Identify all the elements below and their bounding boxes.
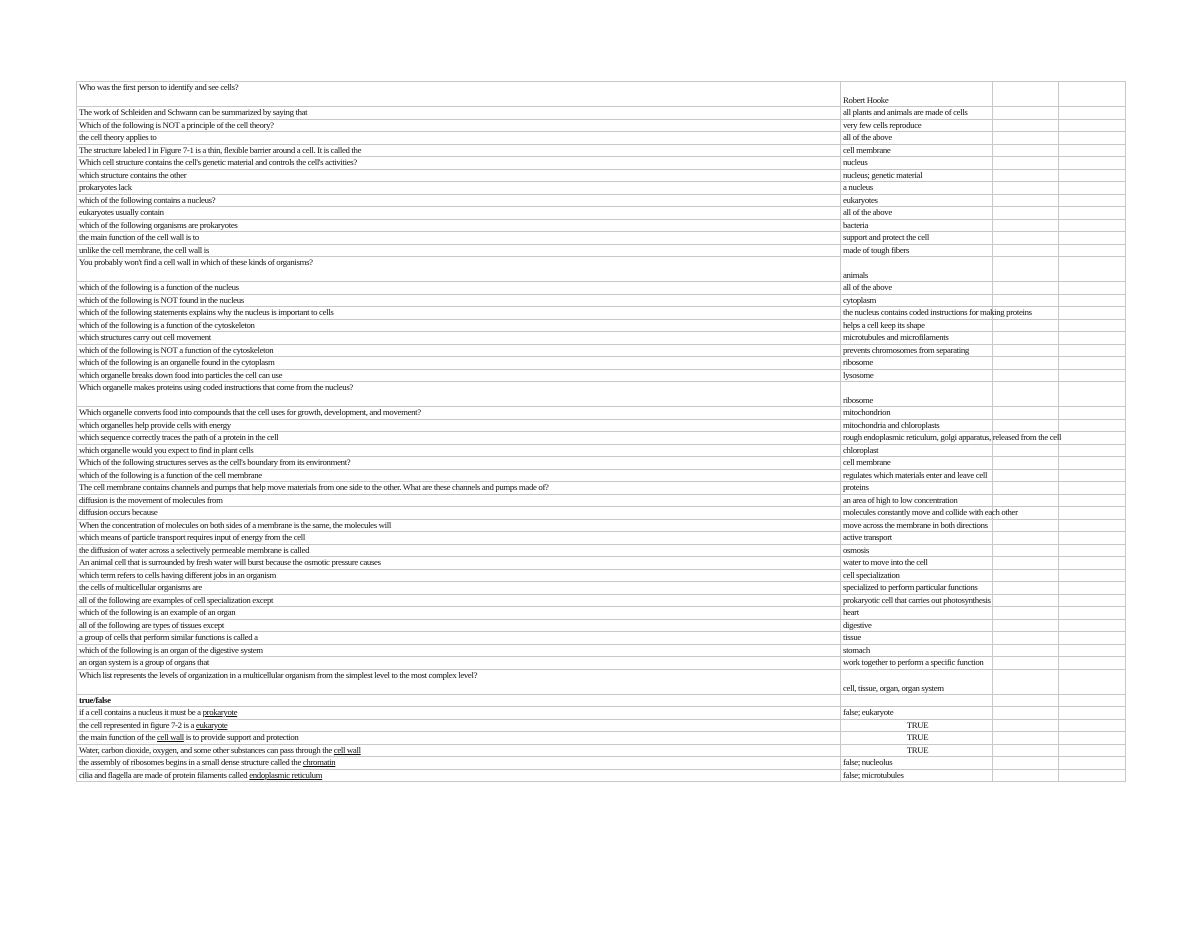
question-row	[77, 407, 1126, 420]
question-row	[77, 607, 1126, 620]
tf-statement-text: Water, carbon dioxide, oxygen, and some other substances can pass through the	[79, 744, 334, 755]
empty-cell[interactable]	[993, 194, 1059, 207]
answer-cell[interactable]: all of the above	[841, 132, 993, 145]
answer-cell[interactable]: all of the above	[841, 282, 993, 295]
empty-cell[interactable]	[1059, 294, 1126, 307]
tf-row	[77, 719, 1126, 732]
empty-cell[interactable]	[1059, 232, 1126, 245]
empty-cell[interactable]	[1059, 769, 1126, 782]
empty-cell[interactable]	[993, 469, 1059, 482]
question-cell[interactable]: unlike the cell membrane, the cell wall is	[77, 244, 841, 257]
empty-cell[interactable]	[1059, 332, 1126, 345]
empty-cell[interactable]	[1059, 494, 1126, 507]
empty-cell[interactable]	[993, 257, 1059, 282]
question-cell[interactable]: Which of the following is NOT a principle of the cell theory?	[77, 119, 841, 132]
answer-cell[interactable]: support and protect the cell	[841, 232, 993, 245]
empty-cell[interactable]	[1059, 544, 1126, 557]
tf-row	[77, 744, 1126, 757]
question-cell[interactable]: which structure contains the other	[77, 169, 841, 182]
answer-cell[interactable]: cell, tissue, organ, organ system	[841, 669, 993, 694]
tf-true-cell[interactable]: TRUE	[841, 744, 993, 757]
answer-cell[interactable]: cell specialization	[841, 569, 993, 582]
question-row	[77, 169, 1126, 182]
tf-answer-cell[interactable]: false; nucleolus	[841, 757, 993, 770]
empty-cell[interactable]	[993, 557, 1059, 570]
question-row	[77, 457, 1126, 470]
empty-cell[interactable]	[993, 744, 1059, 757]
question-cell[interactable]: which of the following is a function of the nucleus	[77, 282, 841, 295]
question-row	[77, 582, 1126, 595]
empty-cell[interactable]	[993, 732, 1059, 745]
empty-cell[interactable]	[993, 644, 1059, 657]
tf-statement-text: the assembly of ribosomes begins in a small dense structure called the	[79, 757, 303, 767]
tf-body	[77, 707, 1126, 782]
empty-cell[interactable]	[1059, 719, 1126, 732]
empty-cell[interactable]	[993, 419, 1059, 432]
question-row	[77, 82, 1126, 107]
empty-cell[interactable]	[993, 282, 1059, 295]
empty-cell[interactable]	[993, 357, 1059, 370]
empty-cell[interactable]	[993, 532, 1059, 545]
question-row	[77, 319, 1126, 332]
empty-cell[interactable]	[1059, 457, 1126, 470]
question-cell[interactable]: which of the following is NOT found in the nucleus	[77, 294, 841, 307]
answer-cell[interactable]: osmosis	[841, 544, 993, 557]
tf-statement-cell[interactable]	[77, 757, 841, 770]
tf-answer-cell[interactable]: false; eukaryote	[841, 707, 993, 720]
tf-header-row	[77, 694, 1126, 707]
empty-cell[interactable]	[1059, 732, 1126, 745]
answer-cell[interactable]: Robert Hooke	[841, 82, 993, 107]
answer-cell[interactable]: prevents chromosomes from separating	[841, 344, 993, 357]
question-row	[77, 507, 1126, 520]
empty-cell[interactable]	[993, 407, 1059, 420]
empty-cell[interactable]	[1059, 557, 1126, 570]
question-cell[interactable]: the cells of multicellular organisms are	[77, 582, 841, 595]
empty-cell[interactable]	[1059, 644, 1126, 657]
answer-cell[interactable]: cytoplasm	[841, 294, 993, 307]
question-row	[77, 132, 1126, 145]
empty-cell[interactable]	[993, 319, 1059, 332]
empty-cell[interactable]	[993, 457, 1059, 470]
question-row	[77, 619, 1126, 632]
answer-cell[interactable]: move across the membrane in both directions	[841, 519, 993, 532]
answer-cell[interactable]: heart	[841, 607, 993, 620]
answer-cell[interactable]: work together to perform a specific function	[841, 657, 993, 670]
empty-cell[interactable]	[1059, 507, 1126, 520]
tf-statement-text: is to provide support and protection	[183, 732, 299, 742]
question-cell[interactable]: the diffusion of water across a selectively permeable membrane is called	[77, 544, 841, 557]
answer-cell[interactable]: the nucleus contains coded instructions for making proteins	[841, 307, 993, 320]
tf-statement-text: the cell represented in figure 7-2 is a	[79, 719, 196, 730]
question-row	[77, 219, 1126, 232]
answer-cell[interactable]: lysosome	[841, 369, 993, 382]
empty-cell[interactable]	[993, 594, 1059, 607]
answer-cell[interactable]: regulates which materials enter and leave cell	[841, 469, 993, 482]
tf-statement-cell[interactable]	[77, 744, 841, 757]
empty-cell[interactable]	[1059, 307, 1126, 320]
question-cell[interactable]: which of the following organisms are prokaryotes	[77, 219, 841, 232]
question-row	[77, 307, 1126, 320]
empty-cell[interactable]	[993, 294, 1059, 307]
empty-cell[interactable]	[993, 144, 1059, 157]
empty-cell[interactable]	[1059, 382, 1126, 407]
empty-cell[interactable]	[993, 444, 1059, 457]
question-cell[interactable]: When the concentration of molecules on both sides of a membrane is the same, the molecules will	[77, 519, 841, 532]
empty-cell[interactable]	[993, 332, 1059, 345]
question-cell[interactable]: Which cell structure contains the cell's genetic material and controls the cell's activities?	[77, 157, 841, 170]
tf-statement-cell[interactable]	[77, 719, 841, 732]
question-cell[interactable]: which sequence correctly traces the path of a protein in the cell	[77, 432, 841, 445]
answer-cell[interactable]: mitochondrion	[841, 407, 993, 420]
question-cell[interactable]: which organelle breaks down food into particles the cell can use	[77, 369, 841, 382]
empty-cell[interactable]	[993, 207, 1059, 220]
empty-cell[interactable]	[993, 232, 1059, 245]
answer-cell[interactable]: stomach	[841, 644, 993, 657]
answer-cell[interactable]: chloroplast	[841, 444, 993, 457]
empty-cell[interactable]	[1059, 132, 1126, 145]
empty-cell[interactable]	[1059, 757, 1126, 770]
question-row	[77, 357, 1126, 370]
true-false-section	[77, 694, 1126, 707]
empty-cell[interactable]	[993, 244, 1059, 257]
answer-cell[interactable]: proteins	[841, 482, 993, 495]
empty-cell[interactable]	[993, 519, 1059, 532]
answer-cell[interactable]: helps a cell keep its shape	[841, 319, 993, 332]
question-cell[interactable]: all of the following are types of tissues except	[77, 619, 841, 632]
question-cell[interactable]: prokaryotes lack	[77, 182, 841, 195]
answer-cell[interactable]: cell membrane	[841, 144, 993, 157]
question-cell[interactable]: Which of the following structures serves as the cell's boundary from its environment?	[77, 457, 841, 470]
empty-cell[interactable]	[993, 632, 1059, 645]
empty-cell[interactable]	[1059, 369, 1126, 382]
question-row	[77, 444, 1126, 457]
answer-cell[interactable]: active transport	[841, 532, 993, 545]
empty-cell[interactable]	[1059, 194, 1126, 207]
empty-cell[interactable]	[1059, 632, 1126, 645]
empty-cell[interactable]	[1059, 82, 1126, 107]
empty-cell[interactable]	[993, 344, 1059, 357]
tf-statement-text: the main function of the	[79, 732, 157, 742]
tf-statement-text: if a cell contains a nucleus it must be a	[79, 707, 203, 717]
question-row	[77, 344, 1126, 357]
empty-cell[interactable]	[1059, 569, 1126, 582]
tf-true-cell[interactable]: TRUE	[841, 732, 993, 745]
question-row	[77, 632, 1126, 645]
answer-cell[interactable]: made of tough fibers	[841, 244, 993, 257]
empty-cell[interactable]	[993, 569, 1059, 582]
question-cell[interactable]: An animal cell that is surrounded by fresh water will burst because the osmotic pressure causes	[77, 557, 841, 570]
question-row	[77, 282, 1126, 295]
question-row	[77, 369, 1126, 382]
tf-row	[77, 757, 1126, 770]
empty-cell[interactable]	[993, 669, 1059, 694]
empty-cell[interactable]	[1059, 657, 1126, 670]
tf-underlined-term: cell wall	[156, 732, 184, 742]
question-cell[interactable]: diffusion occurs because	[77, 507, 841, 520]
empty-cell[interactable]	[993, 132, 1059, 145]
empty-cell[interactable]	[1059, 532, 1126, 545]
tf-statement-text: cilia and flagella are made of protein filaments called	[79, 769, 250, 780]
empty-cell[interactable]	[993, 382, 1059, 407]
empty-cell[interactable]	[1059, 219, 1126, 232]
answer-cell[interactable]: animals	[841, 257, 993, 282]
question-row	[77, 232, 1126, 245]
empty-cell[interactable]	[1059, 282, 1126, 295]
question-row	[77, 332, 1126, 345]
question-cell[interactable]: You probably won't find a cell wall in which of these kinds of organisms?	[77, 257, 841, 282]
question-cell[interactable]: which structures carry out cell movement	[77, 332, 841, 345]
empty-cell[interactable]	[993, 107, 1059, 120]
empty-cell[interactable]	[1059, 344, 1126, 357]
question-cell[interactable]: Which organelle converts food into compounds that the cell uses for growth, development, and movement?	[77, 407, 841, 420]
answer-cell[interactable]: an area of high to low concentration	[841, 494, 993, 507]
question-row	[77, 532, 1126, 545]
questions-body	[77, 82, 1126, 695]
empty-cell[interactable]	[993, 482, 1059, 495]
empty-cell[interactable]	[1059, 357, 1126, 370]
empty-cell[interactable]	[993, 494, 1059, 507]
question-row	[77, 419, 1126, 432]
question-row	[77, 257, 1126, 282]
answer-cell[interactable]: mitochondria and chloroplasts	[841, 419, 993, 432]
answer-cell[interactable]: molecules constantly move and collide with each other	[841, 507, 993, 520]
tf-true-cell[interactable]: TRUE	[841, 719, 993, 732]
empty-cell[interactable]	[1059, 157, 1126, 170]
empty-cell[interactable]	[1059, 707, 1126, 720]
empty-cell[interactable]	[993, 82, 1059, 107]
empty-cell[interactable]	[993, 369, 1059, 382]
empty-cell[interactable]	[1059, 482, 1126, 495]
empty-cell[interactable]	[1059, 182, 1126, 195]
question-cell[interactable]: The work of Schleiden and Schwann can be summarized by saying that	[77, 107, 841, 120]
tf-statement-cell[interactable]	[77, 769, 841, 782]
empty-cell[interactable]	[993, 619, 1059, 632]
question-row	[77, 182, 1126, 195]
tf-row	[77, 732, 1126, 745]
answer-cell[interactable]: ribosome	[841, 382, 993, 407]
empty-cell[interactable]	[1059, 119, 1126, 132]
question-row	[77, 194, 1126, 207]
question-cell[interactable]: which of the following is NOT a function of the cytoskeleton	[77, 344, 841, 357]
empty-cell[interactable]	[1059, 144, 1126, 157]
empty-cell[interactable]	[993, 607, 1059, 620]
empty-cell[interactable]	[993, 219, 1059, 232]
question-cell[interactable]: which term refers to cells having different jobs in an organism	[77, 569, 841, 582]
question-row	[77, 244, 1126, 257]
empty-cell[interactable]	[1059, 419, 1126, 432]
cell[interactable]	[993, 694, 1059, 707]
question-cell[interactable]: which of the following is an organelle found in the cytoplasm	[77, 357, 841, 370]
question-row	[77, 144, 1126, 157]
empty-cell[interactable]	[993, 707, 1059, 720]
question-cell[interactable]: which of the following is a function of the cell membrane	[77, 469, 841, 482]
empty-cell[interactable]	[993, 657, 1059, 670]
tf-row	[77, 707, 1126, 720]
cell[interactable]	[1059, 694, 1126, 707]
question-cell[interactable]: Which organelle makes proteins using coded instructions that come from the nucleus?	[77, 382, 841, 407]
question-cell[interactable]: Which list represents the levels of organization in a multicellular organism from the simplest level to the most complex level?	[77, 669, 841, 694]
question-cell[interactable]: the cell theory applies to	[77, 132, 841, 145]
question-cell[interactable]: diffusion is the movement of molecules from	[77, 494, 841, 507]
question-row	[77, 657, 1126, 670]
empty-cell[interactable]	[1059, 594, 1126, 607]
tf-underlined-term: eukaryote	[195, 719, 228, 730]
question-cell[interactable]: Who was the first person to identify and see cells?	[77, 82, 841, 107]
question-cell[interactable]: the main function of the cell wall is to	[77, 232, 841, 245]
empty-cell[interactable]	[1059, 169, 1126, 182]
question-cell[interactable]: which of the following is an example of an organ	[77, 607, 841, 620]
question-cell[interactable]: The cell membrane contains channels and pumps that help move materials from one side to the other. What are these channels and pumps made of?	[77, 482, 841, 495]
empty-cell[interactable]	[993, 157, 1059, 170]
empty-cell[interactable]	[993, 719, 1059, 732]
empty-cell[interactable]	[1059, 444, 1126, 457]
empty-cell[interactable]	[1059, 244, 1126, 257]
question-cell[interactable]: which organelles help provide cells with energy	[77, 419, 841, 432]
tf-underlined-term: cell wall	[333, 744, 361, 755]
cell[interactable]	[841, 694, 993, 707]
question-row	[77, 207, 1126, 220]
answer-cell[interactable]: microtubules and microfilaments	[841, 332, 993, 345]
answer-cell[interactable]: nucleus	[841, 157, 993, 170]
answer-cell[interactable]: all plants and animals are made of cells	[841, 107, 993, 120]
tf-underlined-term: prokaryote	[202, 707, 238, 717]
question-row	[77, 569, 1126, 582]
answer-cell[interactable]: prokaryotic cell that carries out photosynthesis	[841, 594, 993, 607]
answer-cell[interactable]: a nucleus	[841, 182, 993, 195]
spreadsheet	[76, 81, 1125, 782]
question-cell[interactable]: which organelle would you expect to find in plant cells	[77, 444, 841, 457]
empty-cell[interactable]	[1059, 744, 1126, 757]
empty-cell[interactable]	[1059, 107, 1126, 120]
empty-cell[interactable]	[993, 757, 1059, 770]
empty-cell[interactable]	[1059, 669, 1126, 694]
empty-cell[interactable]	[993, 119, 1059, 132]
tf-underlined-term: endoplasmic reticulum	[249, 769, 323, 780]
question-row	[77, 482, 1126, 495]
empty-cell[interactable]	[1059, 519, 1126, 532]
question-cell[interactable]: which of the following statements explains why the nucleus is important to cells	[77, 307, 841, 320]
empty-cell[interactable]	[993, 769, 1059, 782]
question-row	[77, 107, 1126, 120]
empty-cell[interactable]	[1059, 607, 1126, 620]
question-row	[77, 644, 1126, 657]
tf-statement-cell[interactable]	[77, 707, 841, 720]
empty-cell[interactable]	[1059, 619, 1126, 632]
question-cell[interactable]: all of the following are examples of cell specialization except	[77, 594, 841, 607]
question-cell[interactable]: which of the following is a function of the cytoskeleton	[77, 319, 841, 332]
question-row	[77, 519, 1126, 532]
empty-cell[interactable]	[993, 169, 1059, 182]
question-row	[77, 594, 1126, 607]
question-cell[interactable]: which of the following is an organ of the digestive system	[77, 644, 841, 657]
answer-cell[interactable]: very few cells reproduce	[841, 119, 993, 132]
question-row	[77, 119, 1126, 132]
tf-row	[77, 769, 1126, 782]
quiz-table	[76, 81, 1126, 782]
question-row	[77, 157, 1126, 170]
question-row	[77, 469, 1126, 482]
answer-cell[interactable]: specialized to perform particular functions	[841, 582, 993, 595]
answer-cell[interactable]: ribosome	[841, 357, 993, 370]
question-row	[77, 494, 1126, 507]
question-row	[77, 432, 1126, 445]
answer-cell[interactable]: cell membrane	[841, 457, 993, 470]
tf-underlined-term: chromatin	[302, 757, 336, 767]
answer-cell[interactable]: nucleus; genetic material	[841, 169, 993, 182]
tf-statement-cell[interactable]	[77, 732, 841, 745]
question-cell[interactable]: which means of particle transport requires input of energy from the cell	[77, 532, 841, 545]
question-row	[77, 294, 1126, 307]
answer-cell[interactable]: rough endoplasmic reticulum, golgi apparatus, released from the cell	[841, 432, 993, 445]
question-cell[interactable]: a group of cells that perform similar functions is called a	[77, 632, 841, 645]
tf-answer-cell[interactable]: false; microtubules	[841, 769, 993, 782]
empty-cell[interactable]	[1059, 319, 1126, 332]
empty-cell[interactable]	[1059, 432, 1126, 445]
answer-cell[interactable]: tissue	[841, 632, 993, 645]
empty-cell[interactable]	[1059, 207, 1126, 220]
answer-cell[interactable]: eukaryotes	[841, 194, 993, 207]
empty-cell[interactable]	[1059, 469, 1126, 482]
question-row	[77, 669, 1126, 694]
empty-cell[interactable]	[1059, 257, 1126, 282]
question-cell[interactable]: The structure labeled I in Figure 7-1 is a thin, flexible barrier around a cell. It is called the	[77, 144, 841, 157]
answer-cell[interactable]: water to move into the cell	[841, 557, 993, 570]
question-cell[interactable]: which of the following contains a nucleus?	[77, 194, 841, 207]
empty-cell[interactable]	[993, 582, 1059, 595]
empty-cell[interactable]	[1059, 407, 1126, 420]
answer-cell[interactable]: digestive	[841, 619, 993, 632]
question-row	[77, 544, 1126, 557]
empty-cell[interactable]	[993, 182, 1059, 195]
question-cell[interactable]: an organ system is a group of organs that	[77, 657, 841, 670]
question-row	[77, 382, 1126, 407]
answer-cell[interactable]: all of the above	[841, 207, 993, 220]
empty-cell[interactable]	[1059, 582, 1126, 595]
question-cell[interactable]: eukaryotes usually contain	[77, 207, 841, 220]
answer-cell[interactable]: bacteria	[841, 219, 993, 232]
tf-header[interactable]: true/false	[77, 694, 841, 707]
question-row	[77, 557, 1126, 570]
empty-cell[interactable]	[993, 544, 1059, 557]
